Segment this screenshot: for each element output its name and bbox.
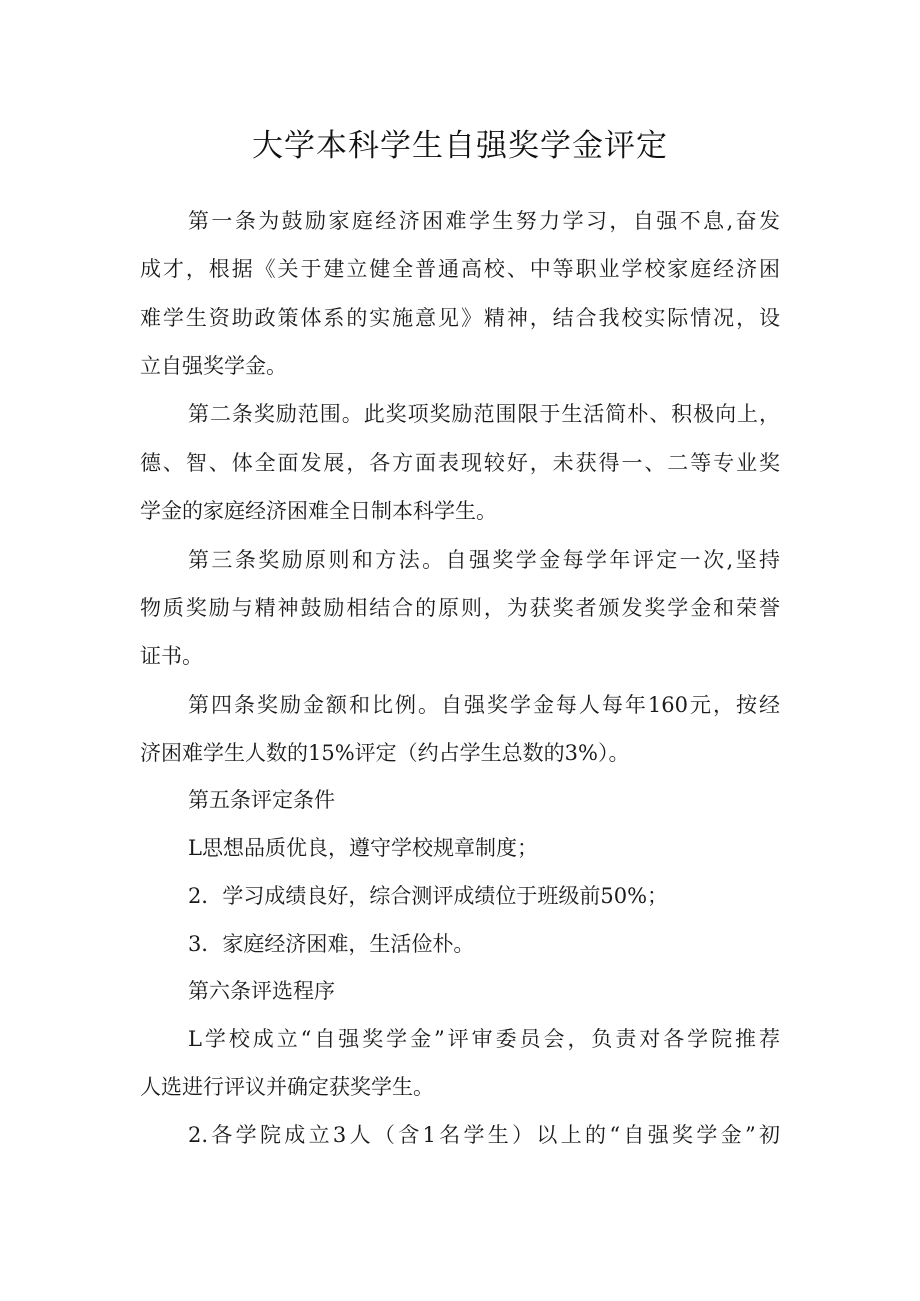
list-item: 2.各学院成立3人（含1名学生）以上的“自强奖学金”初: [188, 1123, 780, 1147]
paragraph-line: 难学生资助政策体系的实施意见》精神，结合我校实际情况，设: [140, 306, 780, 330]
list-item: 2．学习成绩良好，综合测评成绩位于班级前50%；: [188, 884, 669, 908]
paragraph-line: 立自强奖学金。: [140, 354, 287, 378]
paragraph-line: 证书。: [140, 644, 203, 668]
paragraph-line: 物质奖励与精神鼓励相结合的原则，为获奖者颁发奖学金和荣誉: [140, 596, 780, 620]
paragraph-line: 德、智、体全面发展，各方面表现较好，未获得一、二等专业奖: [140, 451, 780, 475]
section-heading: 第六条评选程序: [188, 979, 335, 1003]
paragraph-line: 人选进行评议并确定获奖学生。: [140, 1075, 434, 1099]
list-item: L思想品质优良，遵守学校规章制度；: [188, 836, 538, 860]
list-item: L学校成立“自强奖学金”评审委员会，负责对各学院推荐: [188, 1027, 780, 1051]
section-heading: 第五条评定条件: [188, 788, 335, 812]
paragraph-line: 第四条奖励金额和比例。自强奖学金每人每年160元，按经: [188, 693, 780, 717]
paragraph-line: 成才，根据《关于建立健全普通高校、中等职业学校家庭经济困: [140, 257, 780, 281]
paragraph-line: 第三条奖励原则和方法。自强奖学金每学年评定一次,坚持: [188, 548, 780, 572]
list-item: 3．家庭经济困难，生活俭朴。: [188, 932, 475, 956]
paragraph-line: 第二条奖励范围。此奖项奖励范围限于生活简朴、积极向上，: [188, 402, 780, 426]
paragraph-line: 学金的家庭经济困难全日制本科学生。: [140, 499, 497, 523]
paragraph-line: 济困难学生人数的15%评定（约占学生总数的3%）。: [140, 741, 630, 765]
paragraph-line: 第一条为鼓励家庭经济困难学生努力学习，自强不息,奋发: [188, 209, 780, 233]
document-title: 大学本科学生自强奖学金评定: [252, 128, 668, 164]
